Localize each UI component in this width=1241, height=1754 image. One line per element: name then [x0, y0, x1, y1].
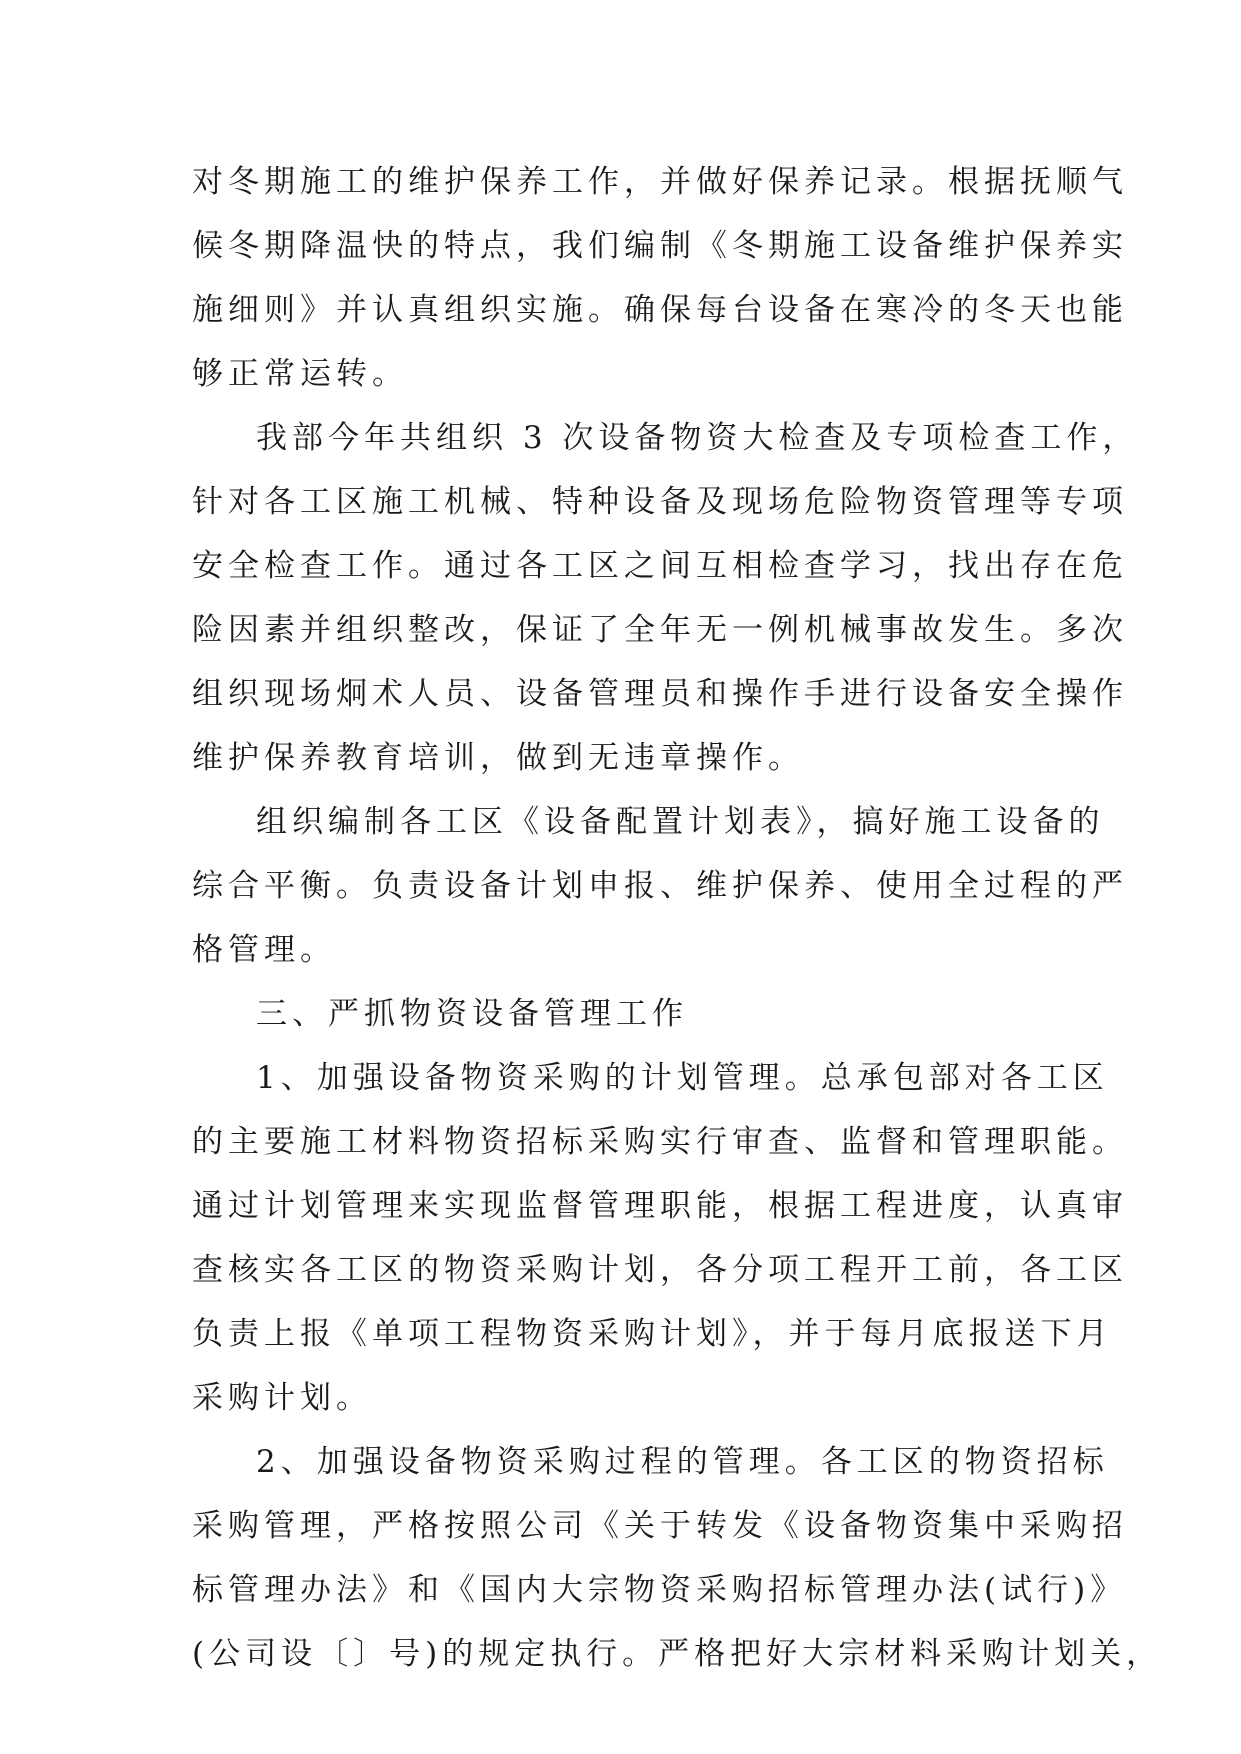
text-line: 组织现场炯术人员、设备管理员和操作手进行设备安全操作 — [192, 676, 1128, 712]
paragraph-item-1 — [192, 1046, 1128, 1430]
text-line: 负责上报《单项工程物资采购计划》，并于每月底报送下月 — [192, 1316, 1113, 1352]
text-line: 查核实各工区的物资采购计划，各分项工程开工前，各工区 — [192, 1252, 1128, 1288]
text-line: 1、加强设备物资采购的计划管理。总承包部对各工区 — [256, 1060, 1109, 1096]
text-line: 安全检查工作。通过各工区之间互相检查学习，找出存在危 — [192, 548, 1128, 584]
text-line: 通过计划管理来实现监督管理职能，根据工程进度，认真审 — [192, 1188, 1128, 1224]
text-line: 针对各工区施工机械、特种设备及现场危险物资管理等专项 — [192, 484, 1128, 520]
text-line: 采购计划。 — [192, 1380, 372, 1416]
text-line: 险因素并组织整改，保证了全年无一例机械事故发生。多次 — [192, 612, 1128, 648]
text-line: 格管理。 — [192, 932, 336, 968]
paragraph-item-2 — [192, 1430, 1163, 1686]
paragraph-winter-maintenance — [192, 150, 1128, 406]
text-line: 维护保养教育培训，做到无违章操作。 — [192, 740, 804, 776]
paragraph-inspections — [192, 406, 1139, 790]
section-heading-three — [192, 982, 1052, 1046]
document-page — [192, 150, 1163, 1686]
text-line: 标管理办法》和《国内大宗物资采购招标管理办法(试行)》 — [192, 1572, 1127, 1608]
text-line: 采购管理，严格按照公司《关于转发《设备物资集中采购招 — [192, 1508, 1128, 1544]
text-line: 的主要施工材料物资招标采购实行审查、监督和管理职能。 — [192, 1124, 1128, 1160]
text-line: 够正常运转。 — [192, 356, 408, 392]
text-line: 组织编制各工区《设备配置计划表》，搞好施工设备的 — [256, 804, 1105, 840]
paragraph-configuration-plan — [192, 790, 1128, 982]
text-line: 综合平衡。负责设备计划申报、维护保养、使用全过程的严 — [192, 868, 1128, 904]
text-line: 对冬期施工的维护保养工作，并做好保养记录。根据抚顺气 — [192, 164, 1128, 200]
text-line: 施细则》并认真组织实施。确保每台设备在寒冷的冬天也能 — [192, 292, 1128, 328]
text-line: 候冬期降温快的特点，我们编制《冬期施工设备维护保养实 — [192, 228, 1128, 264]
heading-text: 三、严抓物资设备管理工作 — [256, 996, 688, 1032]
text-line: (公司设〔〕号)的规定执行。严格把好大宗材料采购计划关， — [192, 1636, 1163, 1672]
text-line: 2、加强设备物资采购过程的管理。各工区的物资招标 — [256, 1444, 1109, 1480]
text-line: 我部今年共组织 3 次设备物资大检查及专项检查工作， — [256, 420, 1139, 456]
